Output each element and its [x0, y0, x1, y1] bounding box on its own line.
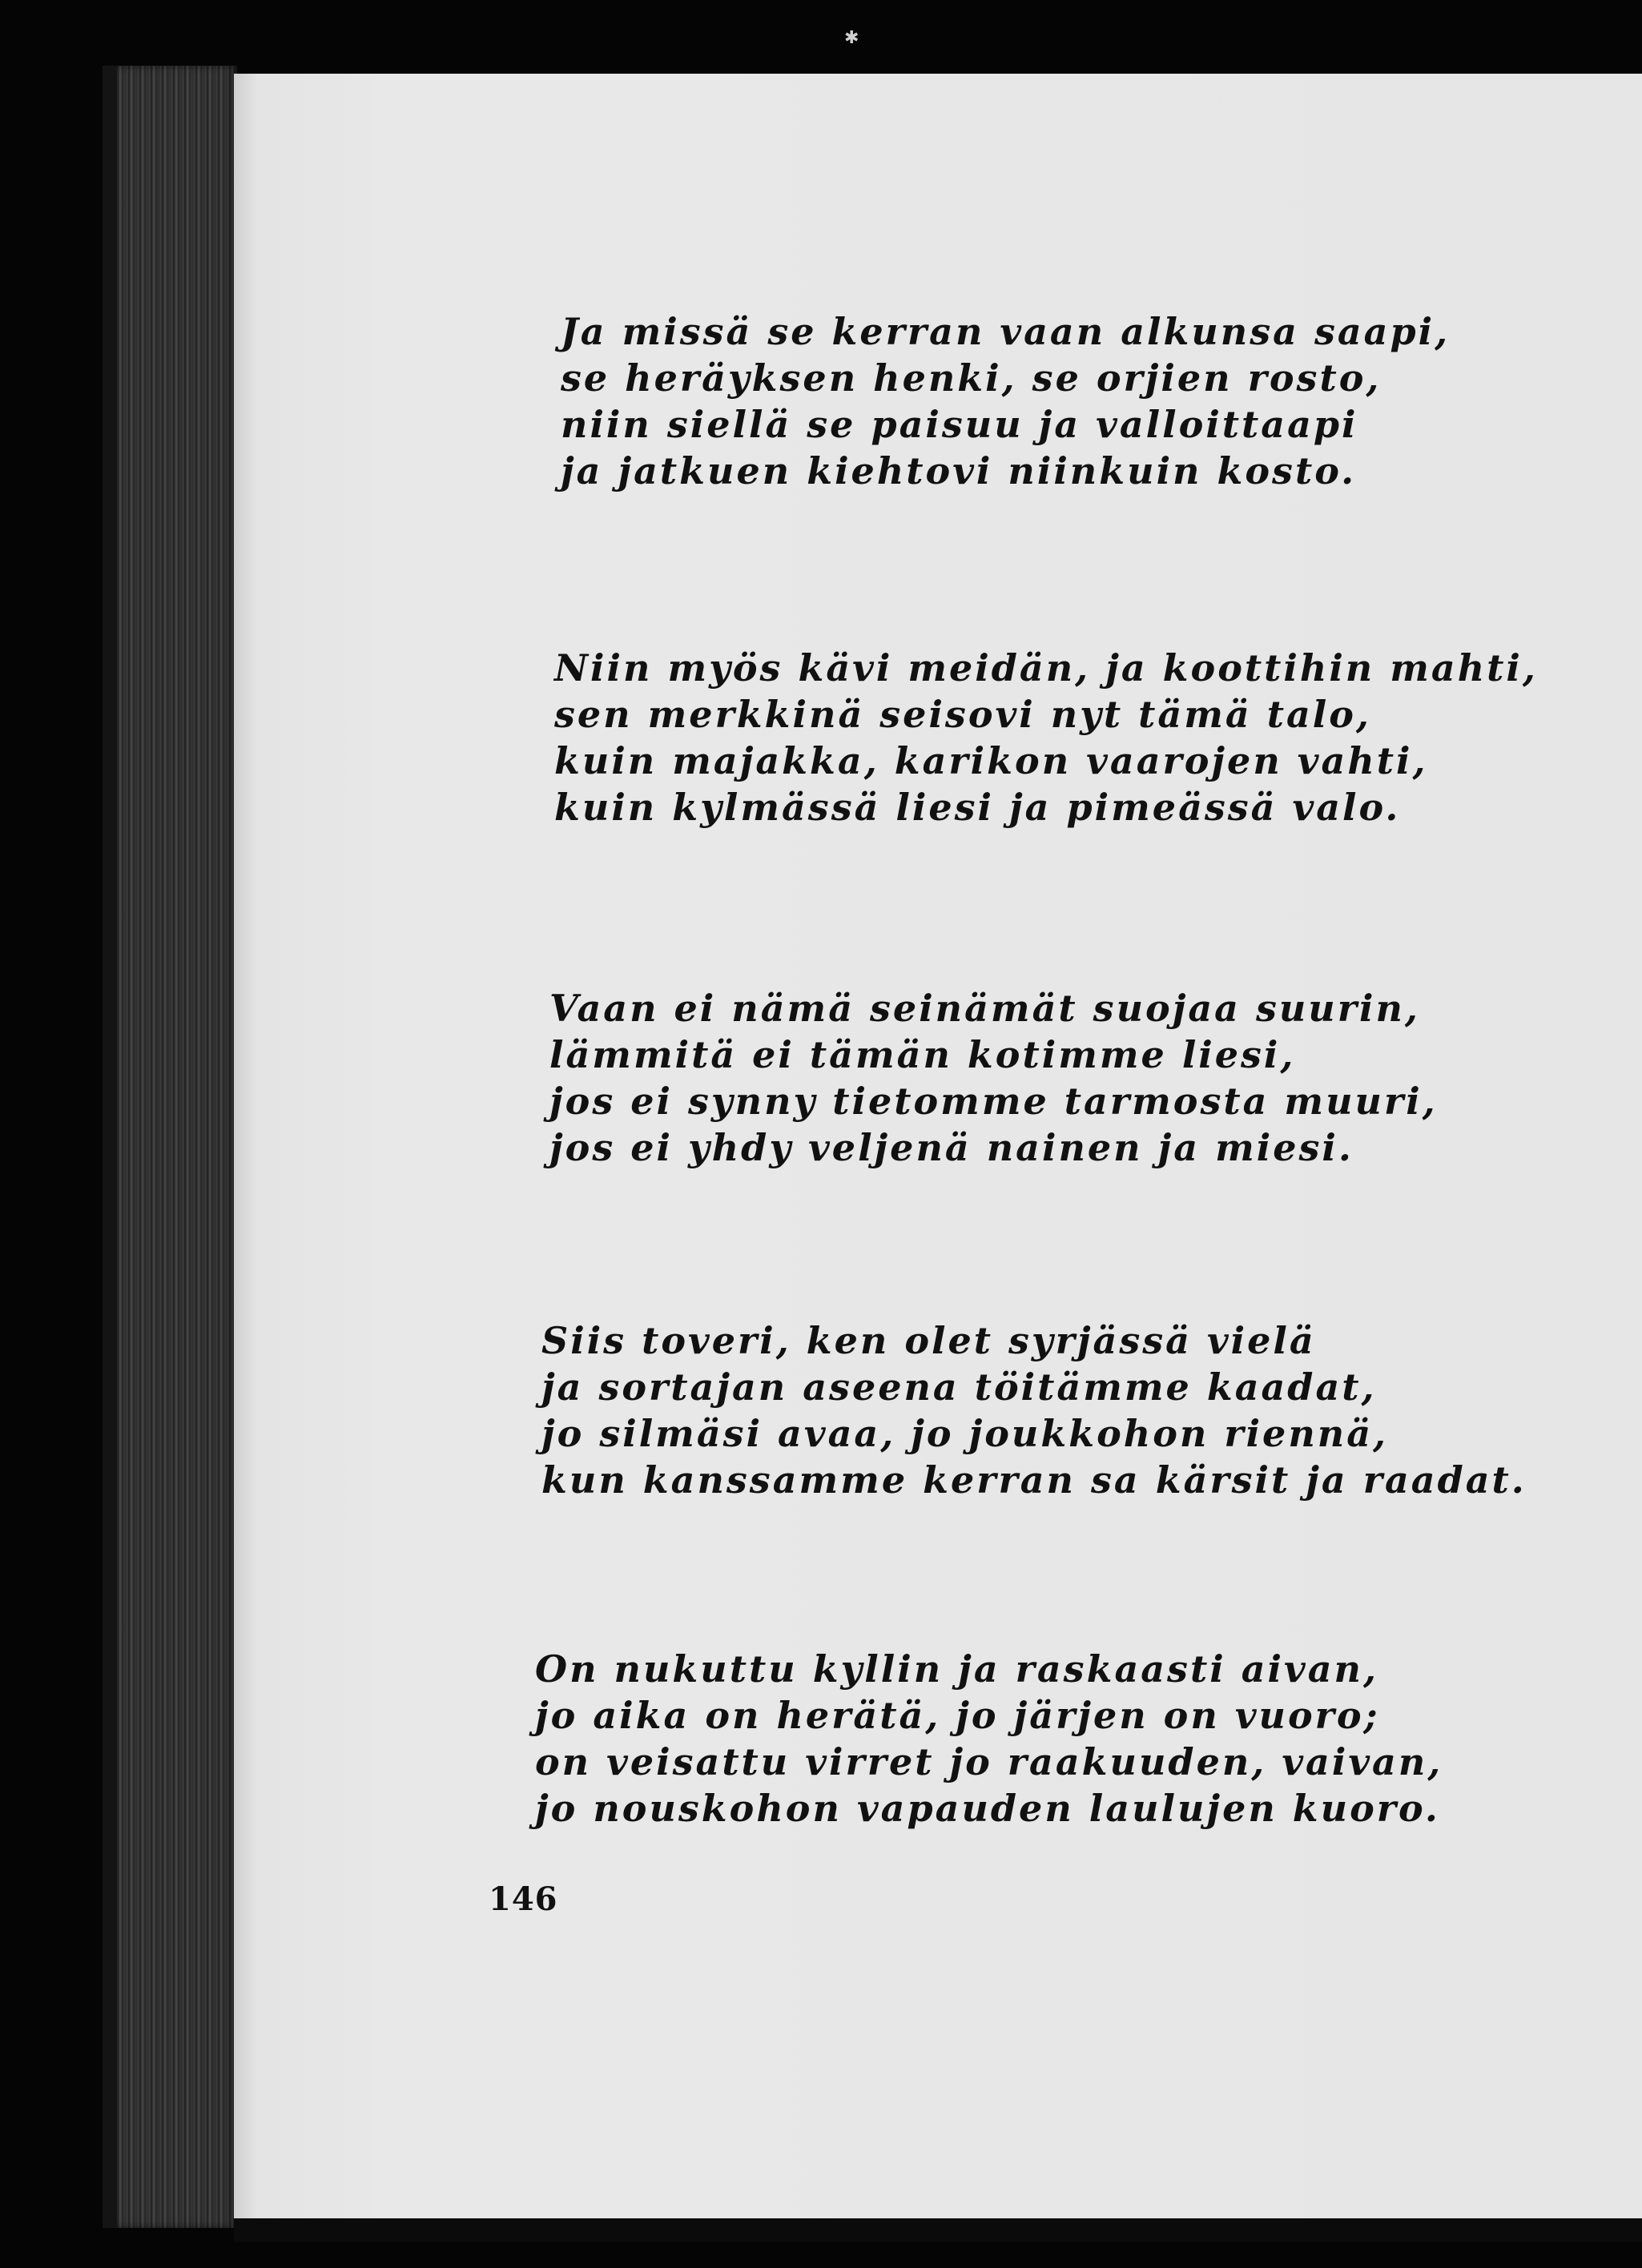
poem-line: jo silmäsi avaa, jo joukkohon riennä, — [541, 1412, 1389, 1455]
poem-line: Ja missä se kerran vaan alkunsa saapi, — [561, 310, 1451, 353]
poem-line: jos ei yhdy veljenä nainen ja miesi. — [549, 1126, 1354, 1169]
poem-line: jo aika on herätä, jo järjen on vuoro; — [535, 1694, 1380, 1737]
stanza-2 — [554, 645, 1596, 830]
poem-line: jos ei synny tietomme tarmosta muuri, — [549, 1080, 1438, 1123]
stanza-4 — [541, 1317, 1583, 1503]
poem-line: lämmitä ei tämän kotimme liesi, — [549, 1033, 1296, 1076]
poem-line: kuin majakka, karikon vaarojen vahti, — [554, 739, 1428, 782]
poem-line: on veisattu virret jo raakuuden, vaivan, — [535, 1740, 1443, 1783]
stanza-5 — [535, 1646, 1576, 1832]
poem-line: jo nouskohon vapauden laulujen kuoro. — [535, 1787, 1440, 1830]
stanza-3 — [549, 985, 1591, 1171]
poem-line: Niin myös kävi meidän, ja koottihin mahti, — [554, 646, 1538, 690]
page-number: 146 — [489, 1880, 558, 1918]
stanza-1 — [561, 308, 1602, 494]
scan-speck-mark: ✱ — [844, 28, 859, 48]
poem-line: On nukuttu kyllin ja raskaasti aivan, — [535, 1647, 1378, 1691]
poem-line: ja sortajan aseena töitämme kaadat, — [541, 1365, 1377, 1409]
poem-line: kun kanssamme kerran sa kärsit ja raadat. — [541, 1458, 1527, 1502]
poem-line: ja jatkuen kiehtovi niinkuin kosto. — [561, 449, 1357, 493]
poem-line: se heräyksen henki, se orjien rosto, — [561, 356, 1382, 400]
poem-line: niin siellä se paisuu ja valloittaapi — [561, 403, 1358, 446]
poem-line: Vaan ei nämä seinämät suojaa suurin, — [549, 987, 1420, 1030]
poem-line: Siis toveri, ken olet syrjässä vielä — [541, 1319, 1316, 1362]
poem-line: sen merkkinä seisovi nyt tämä talo, — [554, 693, 1371, 736]
poem-line: kuin kylmässä liesi ja pimeässä valo. — [554, 786, 1401, 829]
